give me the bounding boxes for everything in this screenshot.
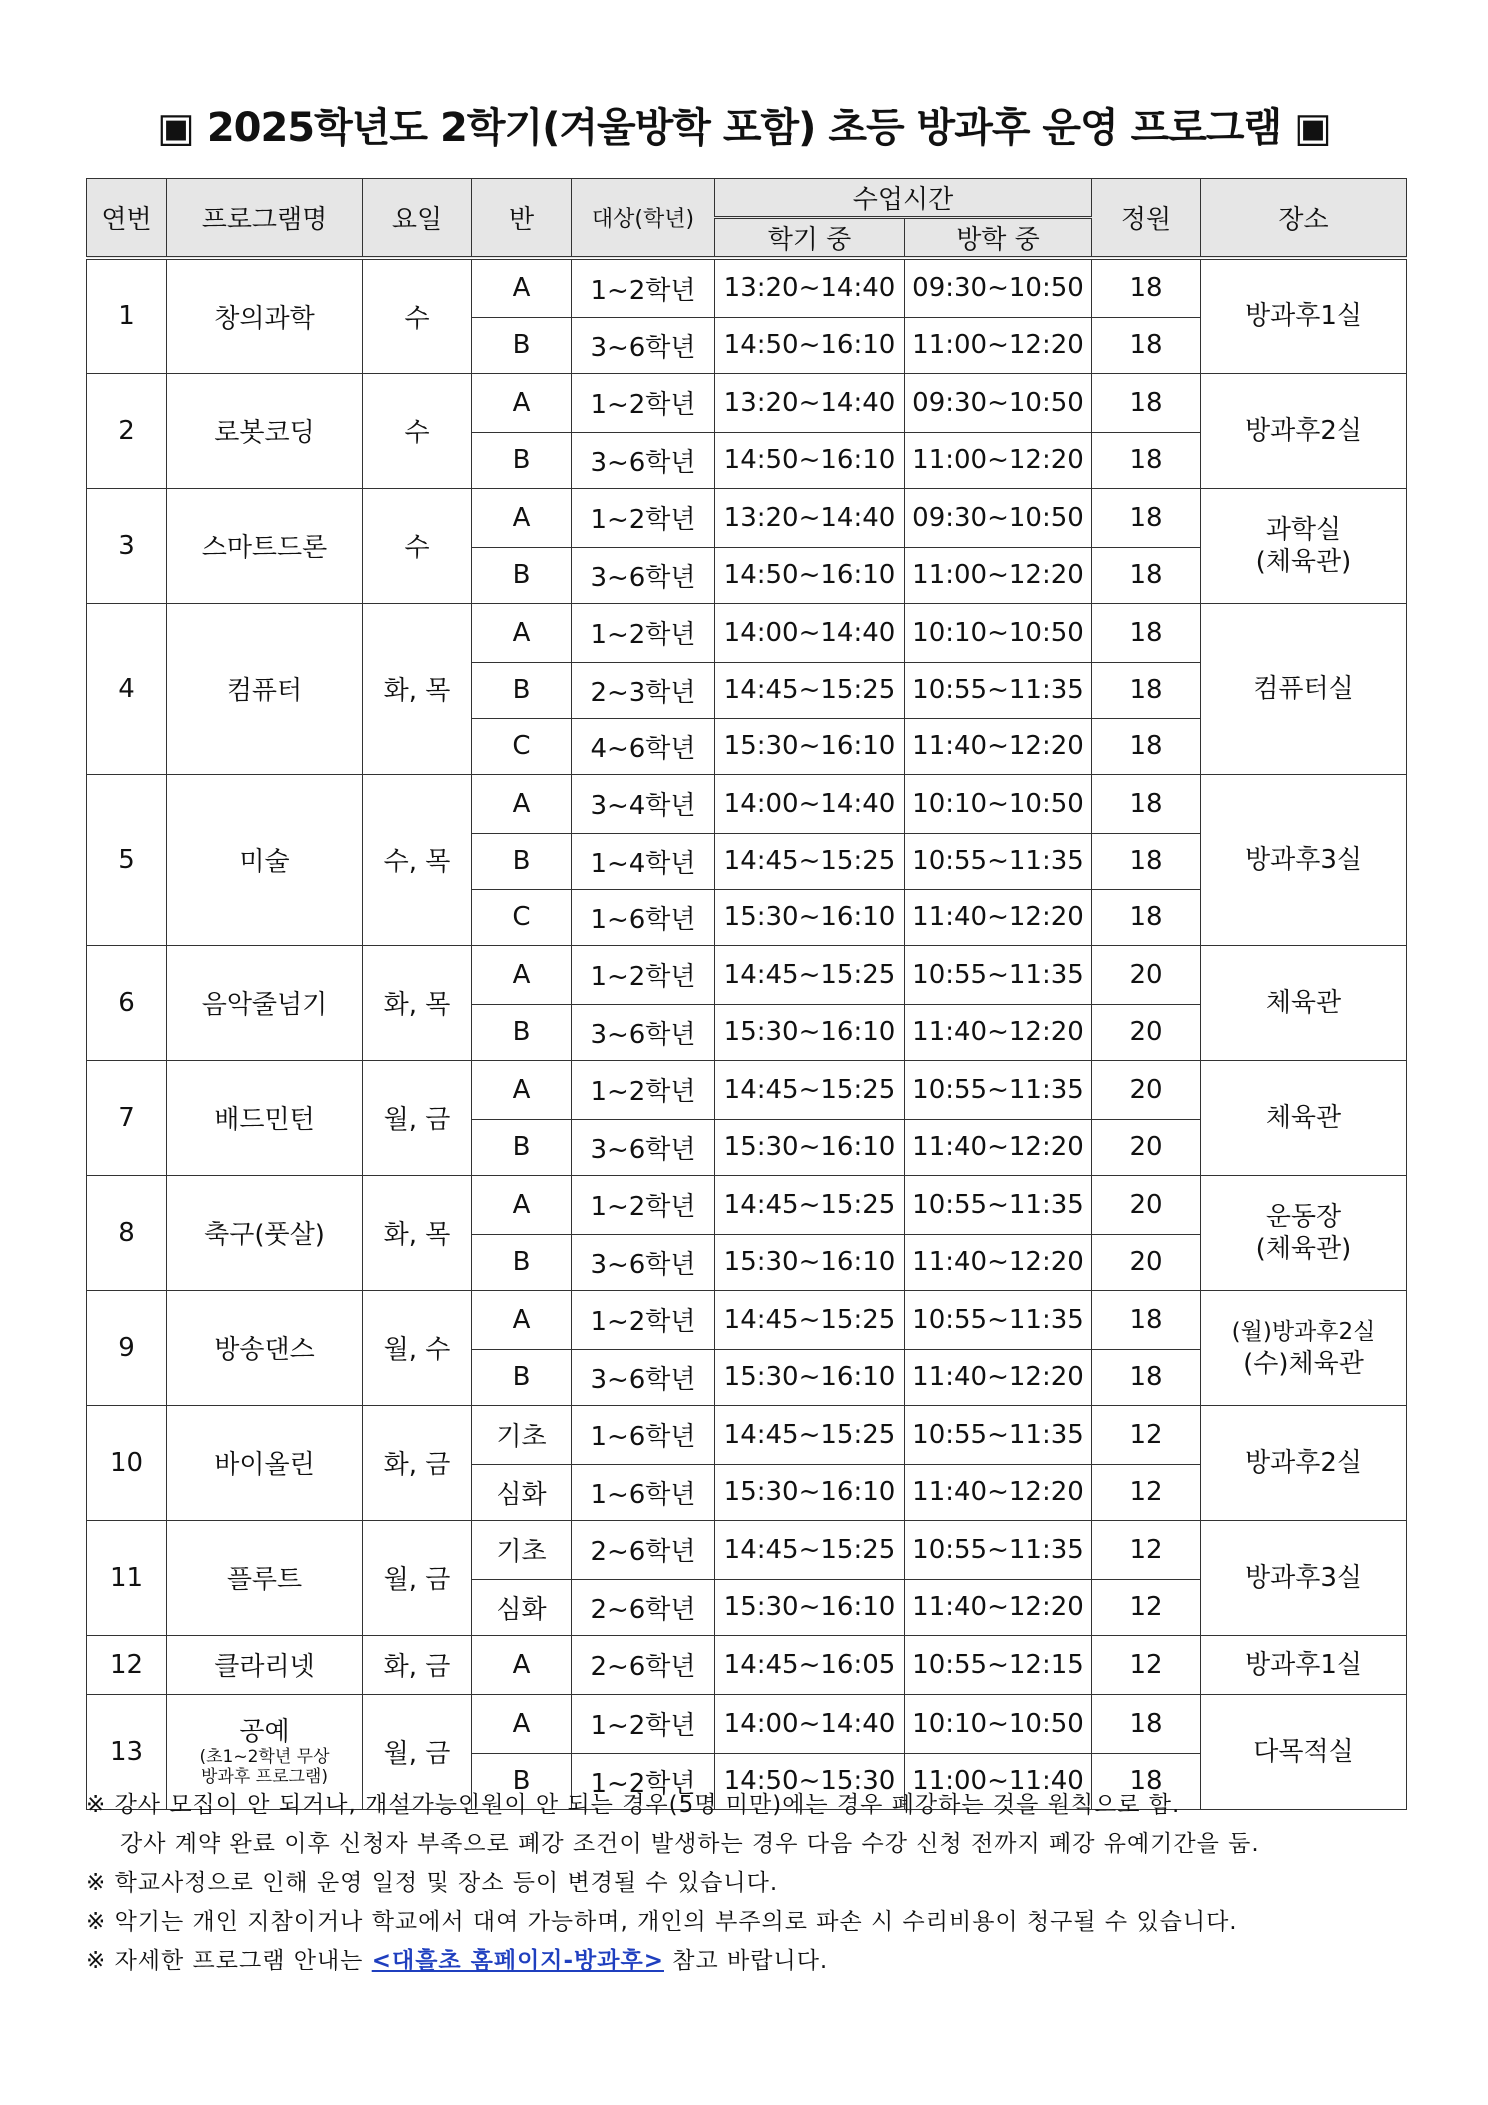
program-day: 수 bbox=[363, 258, 472, 373]
class-label: B bbox=[472, 547, 572, 603]
program-place bbox=[1201, 945, 1407, 1060]
class-time-vacation: 10:55~11:35 bbox=[905, 833, 1092, 889]
class-time-semester: 14:50~16:10 bbox=[715, 317, 905, 373]
note-line: ※ 학교사정으로 인해 운영 일정 및 장소 등이 변경될 수 있습니다. bbox=[86, 1870, 779, 1896]
class-time-vacation: 10:55~11:35 bbox=[905, 662, 1092, 718]
class-capacity: 12 bbox=[1092, 1405, 1201, 1464]
program-name: 스마트드론 bbox=[167, 488, 363, 603]
note-text: ※ 자세한 프로그램 안내는 bbox=[86, 1948, 372, 1974]
class-time-semester: 14:00~14:40 bbox=[715, 1694, 905, 1753]
class-capacity: 18 bbox=[1092, 1290, 1201, 1349]
class-target: 1~2학년 bbox=[572, 258, 715, 317]
class-target: 1~2학년 bbox=[572, 1753, 715, 1809]
class-time-vacation: 11:00~11:40 bbox=[905, 1753, 1092, 1809]
program-place bbox=[1201, 1175, 1407, 1290]
class-time-vacation: 11:40~12:20 bbox=[905, 1004, 1092, 1060]
class-time-semester: 15:30~16:10 bbox=[715, 1234, 905, 1290]
program-no: 6 bbox=[87, 945, 167, 1060]
class-time-vacation: 11:40~12:20 bbox=[905, 1119, 1092, 1175]
class-label: A bbox=[472, 488, 572, 547]
class-capacity: 20 bbox=[1092, 1060, 1201, 1119]
class-label: C bbox=[472, 718, 572, 774]
class-capacity: 20 bbox=[1092, 945, 1201, 1004]
class-time-semester: 14:45~15:25 bbox=[715, 1175, 905, 1234]
header-day: 요일 bbox=[363, 179, 472, 259]
class-time-vacation: 11:40~12:20 bbox=[905, 1579, 1092, 1635]
program-name: 창의과학 bbox=[167, 258, 363, 373]
place-text: 체육관 bbox=[1265, 1102, 1342, 1133]
program-no: 13 bbox=[87, 1694, 167, 1809]
header-target: 대상(학년) bbox=[572, 179, 715, 259]
class-capacity: 18 bbox=[1092, 774, 1201, 833]
class-target: 1~2학년 bbox=[572, 1175, 715, 1234]
place-text: (체육관) bbox=[1255, 546, 1352, 577]
class-label: B bbox=[472, 833, 572, 889]
class-label: A bbox=[472, 1060, 572, 1119]
class-capacity: 18 bbox=[1092, 662, 1201, 718]
program-name: 축구(풋살) bbox=[167, 1175, 363, 1290]
class-target: 1~6학년 bbox=[572, 1464, 715, 1520]
place-text: 방과후2실 bbox=[1244, 1447, 1362, 1478]
class-time-vacation: 10:10~10:50 bbox=[905, 1694, 1092, 1753]
class-time-semester: 14:50~15:30 bbox=[715, 1753, 905, 1809]
class-time-semester: 13:20~14:40 bbox=[715, 488, 905, 547]
header-time: 수업시간 bbox=[715, 179, 1092, 218]
program-name: 플루트 bbox=[167, 1520, 363, 1635]
class-time-semester: 14:45~15:25 bbox=[715, 833, 905, 889]
class-time-vacation: 10:55~11:35 bbox=[905, 1405, 1092, 1464]
class-time-semester: 15:30~16:10 bbox=[715, 718, 905, 774]
program-note: (초1~2학년 무상 방과후 프로그램) bbox=[199, 1746, 330, 1787]
class-time-semester: 15:30~16:10 bbox=[715, 889, 905, 945]
class-capacity: 12 bbox=[1092, 1464, 1201, 1520]
class-target: 3~6학년 bbox=[572, 1349, 715, 1405]
class-label: A bbox=[472, 258, 572, 317]
program-day: 월, 금 bbox=[363, 1520, 472, 1635]
class-label: A bbox=[472, 1635, 572, 1694]
class-time-vacation: 11:40~12:20 bbox=[905, 1234, 1092, 1290]
program-day: 화, 목 bbox=[363, 1175, 472, 1290]
class-capacity: 20 bbox=[1092, 1004, 1201, 1060]
program-no: 12 bbox=[87, 1635, 167, 1694]
class-time-semester: 14:50~16:10 bbox=[715, 547, 905, 603]
class-target: 3~6학년 bbox=[572, 317, 715, 373]
class-label: B bbox=[472, 1004, 572, 1060]
class-target: 3~6학년 bbox=[572, 1234, 715, 1290]
program-no: 7 bbox=[87, 1060, 167, 1175]
program-place bbox=[1201, 488, 1407, 603]
table-header bbox=[87, 179, 1407, 259]
class-capacity: 18 bbox=[1092, 432, 1201, 488]
class-capacity: 20 bbox=[1092, 1175, 1201, 1234]
place-text: 과학실 bbox=[1265, 514, 1342, 545]
program-name: 배드민턴 bbox=[167, 1060, 363, 1175]
program-name: 방송댄스 bbox=[167, 1290, 363, 1405]
table-row bbox=[87, 373, 1407, 432]
class-time-vacation: 10:10~10:50 bbox=[905, 774, 1092, 833]
program-day: 수, 목 bbox=[363, 774, 472, 945]
class-label: A bbox=[472, 945, 572, 1004]
header-class: 반 bbox=[472, 179, 572, 259]
program-name-text: 공예 bbox=[239, 1716, 290, 1747]
class-time-vacation: 10:10~10:50 bbox=[905, 603, 1092, 662]
page-title: ▣ 2025학년도 2학기(겨울방학 포함) 초등 방과후 운영 프로그램 ▣ bbox=[157, 105, 1331, 151]
class-time-semester: 14:45~15:25 bbox=[715, 945, 905, 1004]
header-place: 장소 bbox=[1201, 179, 1407, 259]
program-name: 컴퓨터 bbox=[167, 603, 363, 774]
class-time-semester: 14:00~14:40 bbox=[715, 603, 905, 662]
program-name: 클라리넷 bbox=[167, 1635, 363, 1694]
class-capacity: 18 bbox=[1092, 258, 1201, 317]
table-body bbox=[87, 258, 1407, 1809]
class-capacity: 18 bbox=[1092, 1349, 1201, 1405]
class-capacity: 18 bbox=[1092, 373, 1201, 432]
class-time-vacation: 11:00~12:20 bbox=[905, 317, 1092, 373]
class-time-vacation: 11:40~12:20 bbox=[905, 1349, 1092, 1405]
program-place bbox=[1201, 1520, 1407, 1635]
place-text: (체육관) bbox=[1255, 1233, 1352, 1264]
class-capacity: 18 bbox=[1092, 889, 1201, 945]
class-time-vacation: 10:55~11:35 bbox=[905, 945, 1092, 1004]
class-time-vacation: 10:55~11:35 bbox=[905, 1175, 1092, 1234]
place-text: 방과후1실 bbox=[1244, 1649, 1362, 1680]
class-target: 2~3학년 bbox=[572, 662, 715, 718]
class-capacity: 20 bbox=[1092, 1234, 1201, 1290]
class-time-vacation: 11:40~12:20 bbox=[905, 1464, 1092, 1520]
program-no: 8 bbox=[87, 1175, 167, 1290]
place-text: (월)방과후2실 bbox=[1231, 1318, 1376, 1345]
program-no: 10 bbox=[87, 1405, 167, 1520]
class-time-semester: 14:45~15:25 bbox=[715, 1290, 905, 1349]
program-name: 미술 bbox=[167, 774, 363, 945]
program-day: 월, 금 bbox=[363, 1694, 472, 1809]
class-label: B bbox=[472, 317, 572, 373]
class-time-vacation: 10:55~11:35 bbox=[905, 1290, 1092, 1349]
program-day: 수 bbox=[363, 373, 472, 488]
class-time-vacation: 10:55~11:35 bbox=[905, 1060, 1092, 1119]
class-target: 3~6학년 bbox=[572, 432, 715, 488]
class-target: 3~6학년 bbox=[572, 1119, 715, 1175]
program-no: 2 bbox=[87, 373, 167, 488]
class-target: 2~6학년 bbox=[572, 1579, 715, 1635]
class-time-vacation: 11:00~12:20 bbox=[905, 547, 1092, 603]
class-time-semester: 14:00~14:40 bbox=[715, 774, 905, 833]
place-text: 방과후3실 bbox=[1244, 844, 1362, 875]
place-text: 컴퓨터실 bbox=[1253, 673, 1354, 704]
class-label: B bbox=[472, 1119, 572, 1175]
class-time-semester: 14:45~16:05 bbox=[715, 1635, 905, 1694]
class-label: B bbox=[472, 662, 572, 718]
program-no: 4 bbox=[87, 603, 167, 774]
class-target: 2~6학년 bbox=[572, 1520, 715, 1579]
note-line: ※ 악기는 개인 지참이거나 학교에서 대여 가능하며, 개인의 부주의로 파손 시 수리비용이 청구될 수 있습니다. bbox=[86, 1909, 1238, 1935]
program-place bbox=[1201, 774, 1407, 945]
table-row bbox=[87, 488, 1407, 547]
class-time-semester: 15:30~16:10 bbox=[715, 1579, 905, 1635]
notes-section bbox=[86, 1786, 1426, 1981]
class-target: 2~6학년 bbox=[572, 1635, 715, 1694]
class-label: A bbox=[472, 774, 572, 833]
program-no: 3 bbox=[87, 488, 167, 603]
class-capacity: 12 bbox=[1092, 1520, 1201, 1579]
program-place bbox=[1201, 258, 1407, 373]
program-day: 화, 목 bbox=[363, 945, 472, 1060]
class-label: B bbox=[472, 1234, 572, 1290]
homepage-link[interactable]: <대흘초 홈페이지-방과후> bbox=[371, 1948, 664, 1974]
header-time-vacation: 방학 중 bbox=[905, 218, 1092, 259]
program-day: 화, 목 bbox=[363, 603, 472, 774]
class-time-semester: 14:50~16:10 bbox=[715, 432, 905, 488]
table-row bbox=[87, 1405, 1407, 1464]
class-time-semester: 14:45~15:25 bbox=[715, 1405, 905, 1464]
program-table bbox=[86, 178, 1407, 1810]
class-label: A bbox=[472, 373, 572, 432]
class-time-vacation: 10:55~11:35 bbox=[905, 1520, 1092, 1579]
note-text: 참고 바랍니다. bbox=[663, 1948, 829, 1974]
program-name: 바이올린 bbox=[167, 1405, 363, 1520]
class-target: 1~2학년 bbox=[572, 1694, 715, 1753]
class-capacity: 18 bbox=[1092, 718, 1201, 774]
class-label: B bbox=[472, 1753, 572, 1809]
header-capacity: 정원 bbox=[1092, 179, 1201, 259]
class-time-vacation: 11:40~12:20 bbox=[905, 718, 1092, 774]
class-capacity: 12 bbox=[1092, 1579, 1201, 1635]
class-time-vacation: 09:30~10:50 bbox=[905, 488, 1092, 547]
class-label: B bbox=[472, 432, 572, 488]
class-target: 3~6학년 bbox=[572, 1004, 715, 1060]
class-target: 1~2학년 bbox=[572, 603, 715, 662]
class-time-vacation: 11:40~12:20 bbox=[905, 889, 1092, 945]
class-target: 1~4학년 bbox=[572, 833, 715, 889]
note-line: 강사 계약 완료 이후 신청자 부족으로 폐강 조건이 발생하는 경우 다음 수강 신청 전까지 폐강 유예기간을 둠. bbox=[120, 1831, 1260, 1857]
class-capacity: 12 bbox=[1092, 1635, 1201, 1694]
table-row bbox=[87, 1635, 1407, 1694]
class-target: 4~6학년 bbox=[572, 718, 715, 774]
class-label: B bbox=[472, 1349, 572, 1405]
class-time-vacation: 10:55~12:15 bbox=[905, 1635, 1092, 1694]
class-capacity: 18 bbox=[1092, 1694, 1201, 1753]
place-text: 운동장 bbox=[1265, 1201, 1342, 1232]
class-capacity: 20 bbox=[1092, 1119, 1201, 1175]
table-row bbox=[87, 603, 1407, 662]
class-capacity: 18 bbox=[1092, 488, 1201, 547]
class-time-semester: 15:30~16:10 bbox=[715, 1349, 905, 1405]
table-row bbox=[87, 945, 1407, 1004]
header-no: 연번 bbox=[87, 179, 167, 259]
class-label: 심화 bbox=[472, 1464, 572, 1520]
program-name: 음악줄넘기 bbox=[167, 945, 363, 1060]
program-place bbox=[1201, 1405, 1407, 1520]
class-label: A bbox=[472, 1694, 572, 1753]
class-capacity: 18 bbox=[1092, 603, 1201, 662]
program-place bbox=[1201, 603, 1407, 774]
place-text: 다목적실 bbox=[1253, 1736, 1354, 1767]
class-label: 심화 bbox=[472, 1579, 572, 1635]
place-text: 방과후1실 bbox=[1244, 301, 1362, 332]
place-text: 체육관 bbox=[1265, 987, 1342, 1018]
program-place bbox=[1201, 1635, 1407, 1694]
program-no: 9 bbox=[87, 1290, 167, 1405]
class-time-semester: 15:30~16:10 bbox=[715, 1119, 905, 1175]
program-name: 로봇코딩 bbox=[167, 373, 363, 488]
place-text: 방과후2실 bbox=[1244, 415, 1362, 446]
class-target: 1~2학년 bbox=[572, 1290, 715, 1349]
table-row bbox=[87, 1694, 1407, 1753]
note-line-homepage bbox=[86, 1942, 1426, 1981]
class-time-semester: 14:45~15:25 bbox=[715, 1060, 905, 1119]
place-text: 방과후3실 bbox=[1244, 1562, 1362, 1593]
header-time-semester: 학기 중 bbox=[715, 218, 905, 259]
class-time-vacation: 09:30~10:50 bbox=[905, 258, 1092, 317]
class-label: A bbox=[472, 1175, 572, 1234]
program-day: 화, 금 bbox=[363, 1405, 472, 1520]
class-label: A bbox=[472, 1290, 572, 1349]
table-row bbox=[87, 1060, 1407, 1119]
class-target: 3~6학년 bbox=[572, 547, 715, 603]
program-day: 월, 금 bbox=[363, 1060, 472, 1175]
note-line: ※ 강사 모집이 안 되거나, 개설가능인원이 안 되는 경우(5명 미만)에는 경우 폐강하는 것을 원칙으로 함. bbox=[86, 1792, 1181, 1818]
class-target: 3~4학년 bbox=[572, 774, 715, 833]
class-capacity: 18 bbox=[1092, 833, 1201, 889]
program-place bbox=[1201, 1290, 1407, 1405]
class-time-semester: 14:45~15:25 bbox=[715, 662, 905, 718]
class-label: A bbox=[472, 603, 572, 662]
program-day: 월, 수 bbox=[363, 1290, 472, 1405]
program-no: 11 bbox=[87, 1520, 167, 1635]
program-place bbox=[1201, 1060, 1407, 1175]
program-place bbox=[1201, 373, 1407, 488]
table-row bbox=[87, 1175, 1407, 1234]
class-capacity: 18 bbox=[1092, 547, 1201, 603]
class-capacity: 18 bbox=[1092, 1753, 1201, 1809]
table-row bbox=[87, 258, 1407, 317]
class-time-vacation: 09:30~10:50 bbox=[905, 373, 1092, 432]
table-row bbox=[87, 1290, 1407, 1349]
class-time-semester: 15:30~16:10 bbox=[715, 1004, 905, 1060]
class-target: 1~2학년 bbox=[572, 945, 715, 1004]
class-time-semester: 13:20~14:40 bbox=[715, 373, 905, 432]
class-label: C bbox=[472, 889, 572, 945]
class-target: 1~6학년 bbox=[572, 889, 715, 945]
class-target: 1~2학년 bbox=[572, 488, 715, 547]
class-target: 1~2학년 bbox=[572, 373, 715, 432]
class-target: 1~6학년 bbox=[572, 1405, 715, 1464]
class-label: 기초 bbox=[472, 1405, 572, 1464]
class-time-vacation: 11:00~12:20 bbox=[905, 432, 1092, 488]
table-row bbox=[87, 1520, 1407, 1579]
program-no: 1 bbox=[87, 258, 167, 373]
class-time-semester: 13:20~14:40 bbox=[715, 258, 905, 317]
program-day: 화, 금 bbox=[363, 1635, 472, 1694]
class-target: 1~2학년 bbox=[572, 1060, 715, 1119]
header-program: 프로그램명 bbox=[167, 179, 363, 259]
class-label: 기초 bbox=[472, 1520, 572, 1579]
class-time-semester: 15:30~16:10 bbox=[715, 1464, 905, 1520]
class-time-semester: 14:45~15:25 bbox=[715, 1520, 905, 1579]
class-capacity: 18 bbox=[1092, 317, 1201, 373]
program-day: 수 bbox=[363, 488, 472, 603]
place-text: (수)체육관 bbox=[1243, 1348, 1364, 1379]
table-row bbox=[87, 774, 1407, 833]
program-no: 5 bbox=[87, 774, 167, 945]
